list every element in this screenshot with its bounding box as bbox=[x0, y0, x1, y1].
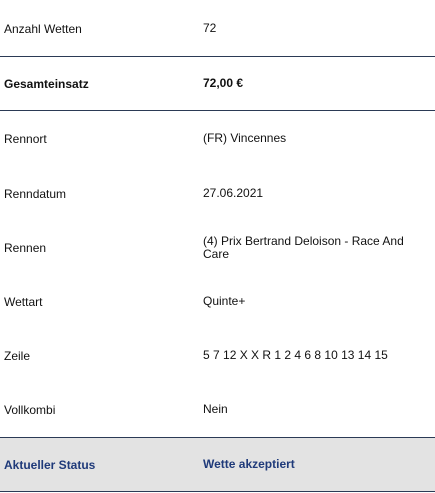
row-label: Anzahl Wetten bbox=[4, 22, 82, 36]
row-renndatum bbox=[0, 166, 435, 220]
row-vollkombi bbox=[0, 382, 435, 437]
row-value: 72,00 € bbox=[203, 76, 244, 90]
row-label: Wettart bbox=[4, 295, 43, 309]
row-label: Rennen bbox=[4, 241, 47, 255]
row-label: Renndatum bbox=[4, 187, 67, 201]
status-label: Aktueller Status bbox=[4, 458, 96, 472]
row-label: Rennort bbox=[4, 132, 47, 146]
row-value: 5 7 12 X X R 1 2 4 6 8 10 13 14 15 bbox=[203, 348, 388, 362]
row-value: Quinte+ bbox=[203, 294, 246, 308]
row-value: 72 bbox=[203, 21, 217, 35]
row-rennort bbox=[0, 111, 435, 166]
row-rennen bbox=[0, 220, 435, 274]
row-zeile bbox=[0, 328, 435, 382]
row-anzahl-wetten bbox=[0, 0, 435, 57]
row-value: 27.06.2021 bbox=[203, 186, 264, 200]
row-value: (FR) Vincennes bbox=[203, 131, 287, 145]
row-label: Zeile bbox=[4, 349, 31, 363]
row-label: Gesamteinsatz bbox=[4, 77, 89, 91]
row-aktueller-status bbox=[0, 437, 435, 492]
row-gesamteinsatz bbox=[0, 57, 435, 111]
row-value: (4) Prix Bertrand Deloison - Race And Care bbox=[203, 234, 404, 261]
row-label: Vollkombi bbox=[4, 403, 56, 417]
status-value: Wette akzeptiert bbox=[203, 457, 295, 471]
row-value: Nein bbox=[203, 402, 228, 416]
row-wettart bbox=[0, 274, 435, 328]
